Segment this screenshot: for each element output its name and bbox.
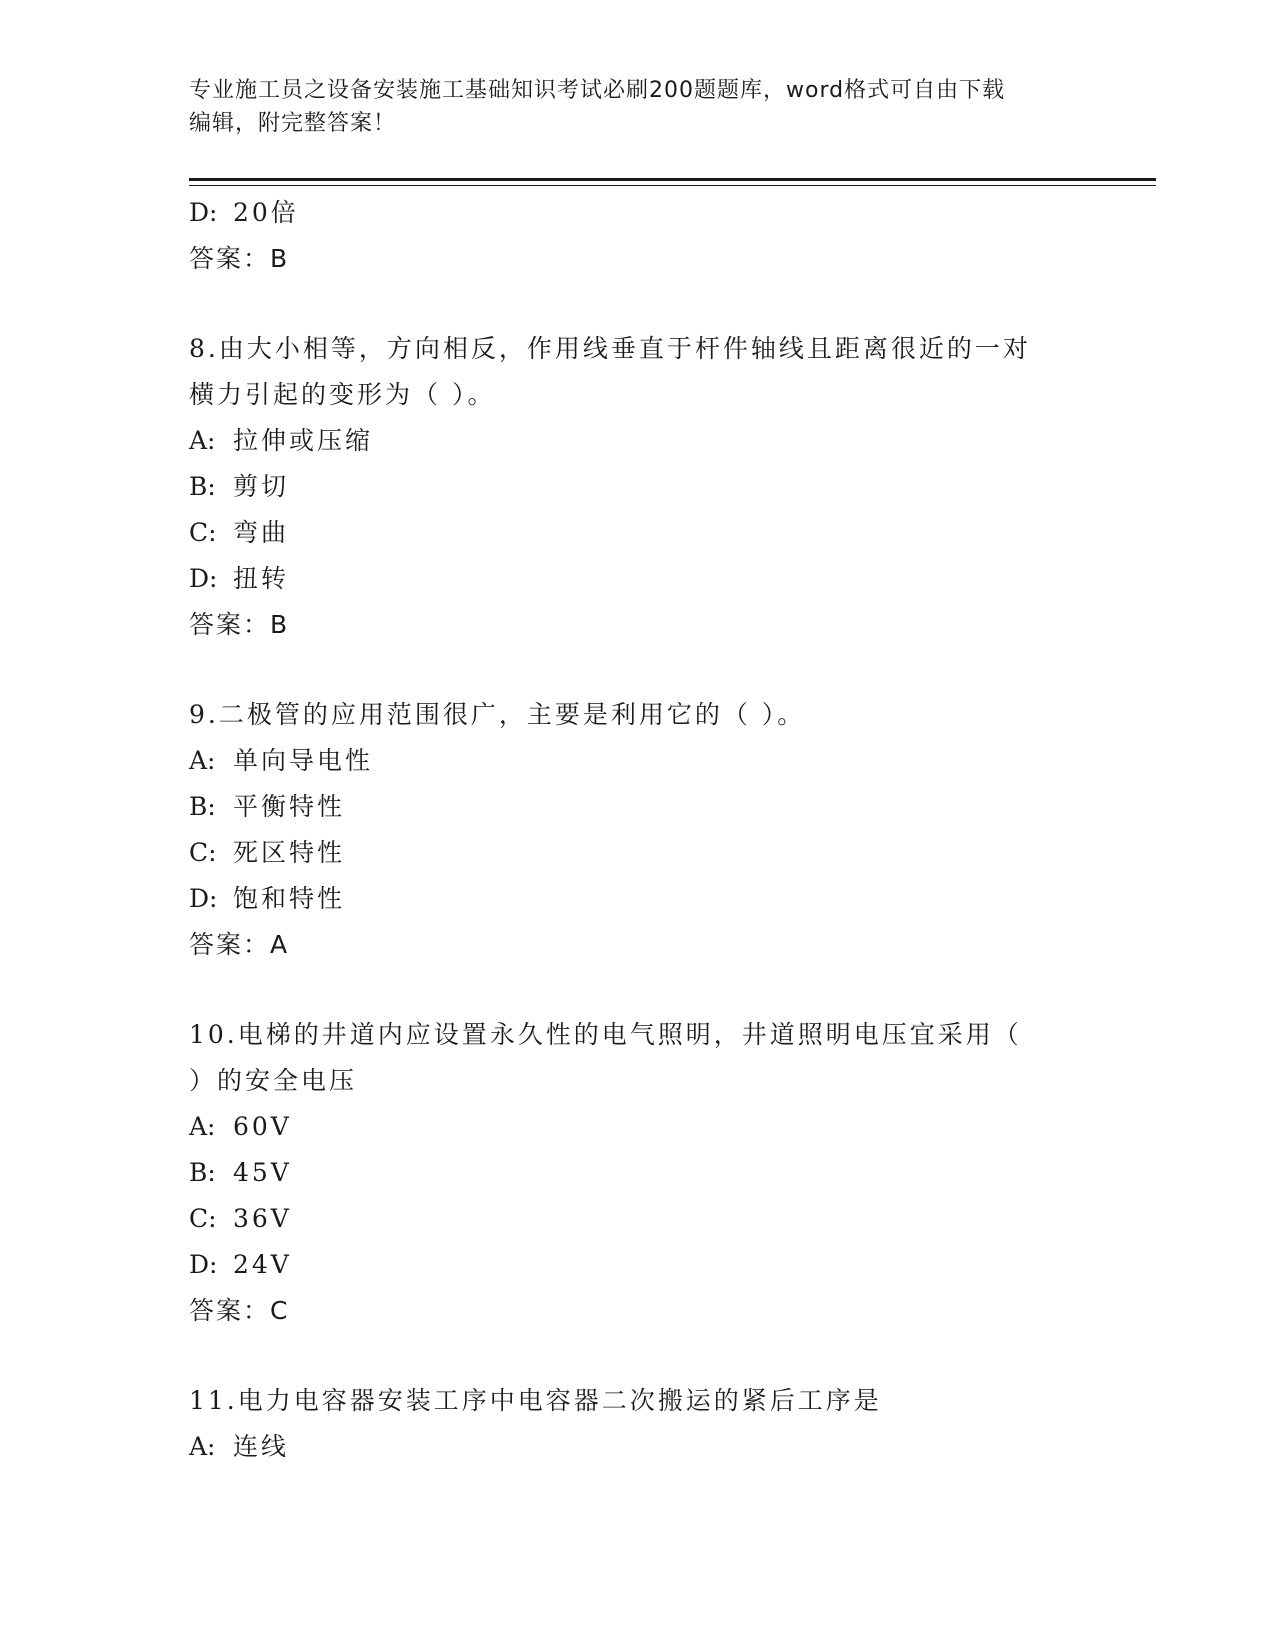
document-header bbox=[189, 74, 1089, 140]
option-key: D: bbox=[189, 1250, 218, 1279]
answer-line: 答案：B bbox=[189, 244, 290, 273]
question-list bbox=[189, 190, 1089, 1470]
question-9 bbox=[189, 692, 1089, 968]
option-b bbox=[189, 1150, 1089, 1196]
header-line-1: 专业施工员之设备安装施工基础知识考试必刷200题题库，word格式可自由下载 bbox=[189, 78, 1006, 103]
option-text: 弯曲 bbox=[233, 518, 290, 547]
option-d bbox=[189, 1242, 1089, 1288]
question-stem: 10.电梯的井道内应设置永久性的电气照明，井道照明电压宜采用（ bbox=[189, 1020, 1022, 1049]
option-key: B: bbox=[189, 472, 216, 501]
option-text: 死区特性 bbox=[233, 838, 346, 867]
option-key: D: bbox=[189, 884, 218, 913]
option-a bbox=[189, 1424, 1089, 1470]
option-key: C: bbox=[189, 838, 217, 867]
option-key: A: bbox=[189, 1432, 216, 1461]
option-c bbox=[189, 1196, 1089, 1242]
header-line-2: 编辑，附完整答案！ bbox=[189, 111, 397, 136]
option-text: 45V bbox=[233, 1158, 292, 1187]
option-text: 24V bbox=[233, 1250, 292, 1279]
option-a bbox=[189, 738, 1089, 784]
option-c bbox=[189, 830, 1089, 876]
option-text: 60V bbox=[233, 1112, 292, 1141]
question-stem: 11.电力电容器安装工序中电容器二次搬运的紧后工序是 bbox=[189, 1386, 882, 1415]
option-text: 20倍 bbox=[233, 198, 299, 227]
option-text: 剪切 bbox=[233, 472, 290, 501]
option-key: C: bbox=[189, 1204, 217, 1233]
option-key: D: bbox=[189, 564, 218, 593]
option-text: 饱和特性 bbox=[233, 884, 346, 913]
option-text: 连线 bbox=[233, 1432, 290, 1461]
option-text: 单向导电性 bbox=[233, 746, 374, 775]
question-8 bbox=[189, 326, 1089, 648]
answer-line: 答案：C bbox=[189, 1296, 290, 1325]
option-text: 平衡特性 bbox=[233, 792, 346, 821]
question-10 bbox=[189, 1012, 1089, 1334]
question-stem-cont: ）的安全电压 bbox=[189, 1066, 358, 1095]
answer-line: 答案：B bbox=[189, 610, 290, 639]
option-d bbox=[189, 556, 1089, 602]
option-key: A: bbox=[189, 746, 216, 775]
option-text: 36V bbox=[233, 1204, 292, 1233]
option-text: 拉伸或压缩 bbox=[233, 426, 374, 455]
answer-line: 答案：A bbox=[189, 930, 290, 959]
option-key: C: bbox=[189, 518, 217, 547]
option-key: D: bbox=[189, 198, 218, 227]
option-c bbox=[189, 510, 1089, 556]
question-stem: 8.由大小相等，方向相反，作用线垂直于杆件轴线且距离很近的一对 bbox=[189, 334, 1031, 363]
option-a bbox=[189, 1104, 1089, 1150]
option-b bbox=[189, 464, 1089, 510]
option-key: B: bbox=[189, 1158, 216, 1187]
header-divider-thin bbox=[189, 185, 1156, 186]
question-stem: 9.二极管的应用范围很广，主要是利用它的（ ）。 bbox=[189, 700, 806, 729]
option-key: A: bbox=[189, 426, 216, 455]
header-divider-thick bbox=[189, 178, 1156, 181]
option-b bbox=[189, 784, 1089, 830]
question-stem-cont: 横力引起的变形为（ ）。 bbox=[189, 380, 496, 409]
option-key: B: bbox=[189, 792, 216, 821]
question-11 bbox=[189, 1378, 1089, 1470]
option-a bbox=[189, 418, 1089, 464]
option-d bbox=[189, 876, 1089, 922]
option-d bbox=[189, 190, 1089, 236]
option-text: 扭转 bbox=[233, 564, 290, 593]
option-key: A: bbox=[189, 1112, 216, 1141]
